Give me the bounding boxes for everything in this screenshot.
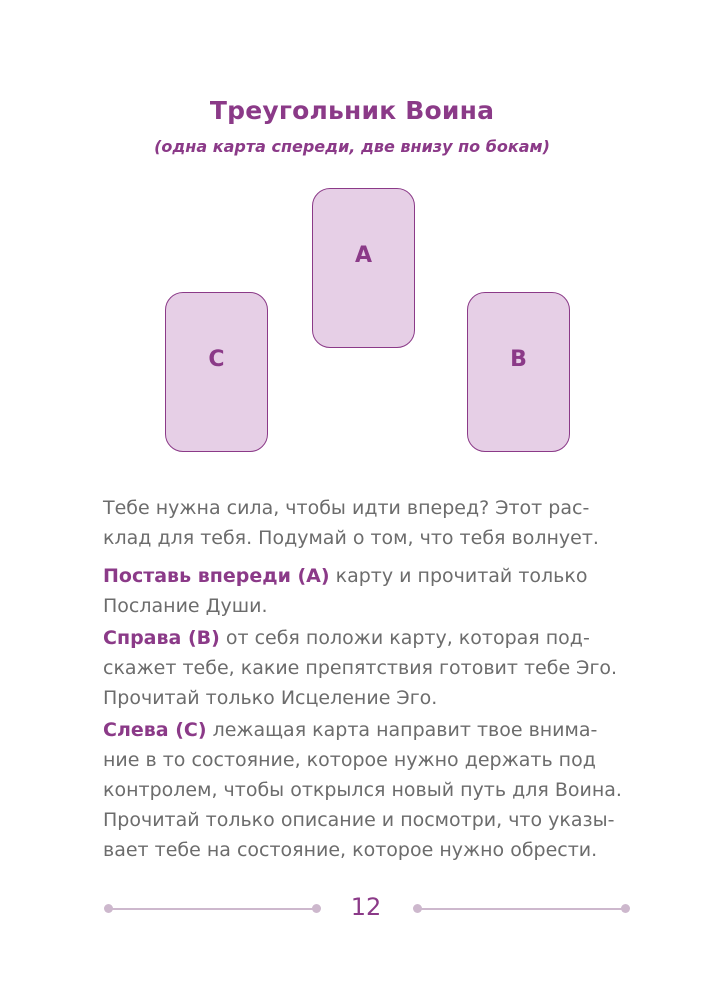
card-b-letter: B [510, 347, 527, 372]
footer-divider-right [418, 908, 626, 910]
paragraph-lead: Справа (B) [103, 627, 220, 649]
page-title: Треугольник Воина [209, 96, 495, 125]
paragraph-lead: Поставь впереди (A) [103, 565, 330, 587]
card-b [467, 292, 570, 452]
paragraph-right-card [103, 623, 623, 713]
paragraph-line: Прочитай только Исцеление Эго. [103, 687, 438, 709]
paragraph-line: Тебе нужна сила, чтобы идти вперед? Этот рас- [103, 497, 590, 519]
footer-dot-icon [312, 904, 321, 913]
page-subtitle: (одна карта спереди, две внизу по бокам) [154, 137, 550, 156]
card-c-letter: C [208, 347, 225, 372]
footer-dot-icon [104, 904, 113, 913]
paragraph-text: карту и прочитай только [329, 565, 588, 587]
footer-dot-icon [621, 904, 630, 913]
paragraph-left-card [103, 715, 623, 865]
paragraph-front-card [103, 561, 623, 621]
paragraph-text: лежащая карта направит твое внима- [206, 719, 598, 741]
paragraph-line [103, 623, 623, 653]
paragraph-line: скажет тебе, какие препятствия готовит тебе Эго. [103, 657, 618, 679]
paragraph-line: ние в то состояние, которое нужно держать под [103, 749, 596, 771]
paragraph-line: контролем, чтобы открылся новый путь для Воина. [103, 779, 622, 801]
paragraph-line [103, 561, 623, 591]
card-c [165, 292, 268, 452]
page-number: 12 [350, 893, 382, 921]
card-a [312, 188, 415, 348]
paragraph-text: от себя положи карту, которая под- [219, 627, 590, 649]
paragraph-intro [103, 493, 623, 553]
footer-dot-icon [413, 904, 422, 913]
paragraph-lead: Слева (C) [103, 719, 207, 741]
paragraph-line: Послание Души. [103, 595, 268, 617]
paragraph-line: клад для тебя. Подумай о том, что тебя волнует. [103, 527, 599, 549]
paragraph-line: вает тебе на состояние, которое нужно обрести. [103, 839, 598, 861]
card-a-letter: A [354, 243, 373, 268]
paragraph-line: Прочитай только описание и посмотри, что указы- [103, 809, 615, 831]
paragraph-line [103, 715, 623, 745]
footer-divider-left [108, 908, 316, 910]
